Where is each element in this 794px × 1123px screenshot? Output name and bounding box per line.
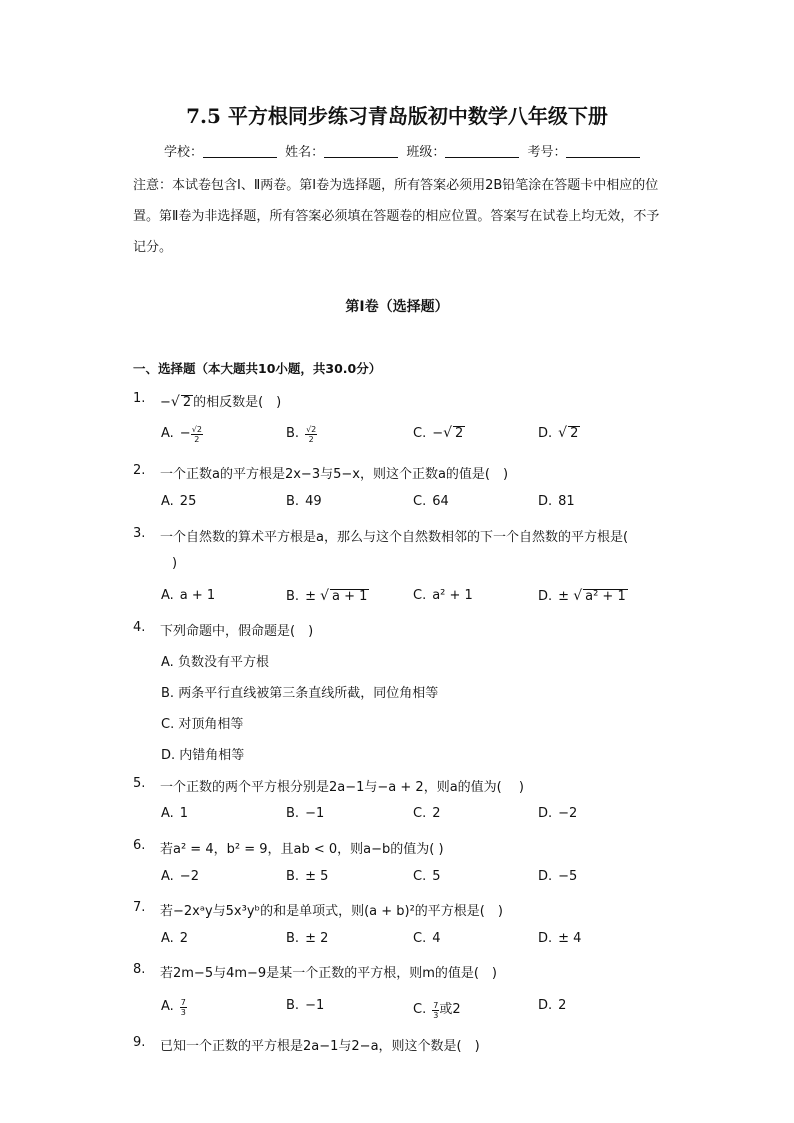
- option-c[interactable]: C. a² + 1: [413, 588, 473, 603]
- option-c[interactable]: C. 2: [413, 806, 441, 821]
- option-d[interactable]: D. ± 4: [538, 931, 582, 946]
- number-label: 考号：: [527, 145, 567, 160]
- option-d[interactable]: D. −2: [538, 806, 578, 821]
- page-title: 7.5 平方根同步练习青岛版初中数学八年级下册: [186, 104, 608, 128]
- question-stem: −√ 2 的相反数是( ): [160, 394, 282, 410]
- question-number: 6.: [133, 838, 146, 853]
- option-c[interactable]: C. −√ 2: [413, 425, 464, 441]
- section-title: 第Ⅰ卷（选择题）: [345, 299, 449, 315]
- question-3-continuation: ): [172, 556, 178, 571]
- option-b[interactable]: B. 49: [286, 494, 322, 509]
- option-a[interactable]: A. 负数没有平方根: [161, 655, 269, 670]
- option-b[interactable]: B. ± √ a + 1: [286, 588, 368, 604]
- question-number: 5.: [133, 776, 146, 791]
- question-stem: 若−2xᵃy与5x³yᵇ的和是单项式，则(a + b)²的平方根是( ): [160, 904, 503, 919]
- option-d[interactable]: D. 2: [538, 998, 567, 1013]
- question-number: 2.: [133, 463, 146, 478]
- name-blank[interactable]: [324, 144, 398, 158]
- option-b[interactable]: B. −1: [286, 806, 325, 821]
- option-a[interactable]: A. 25: [161, 494, 197, 509]
- option-b[interactable]: B. ± 2: [286, 931, 329, 946]
- question-stem: 一个正数的两个平方根分别是2a−1与−a + 2，则a的值为( ): [160, 780, 524, 795]
- notice-paragraph: 注意：本试卷包含Ⅰ、Ⅱ两卷。第Ⅰ卷为选择题，所有答案必须用2B铅笔涂在答题卡中相应的位置。第Ⅱ卷为非选择题，所有答案必须填在答题卷的相应位置。答案写在试卷上均无效，不予记分。: [133, 178, 660, 255]
- option-b[interactable]: B. ± 5: [286, 869, 329, 884]
- question-stem: 下列命题中，假命题是( ): [160, 624, 314, 639]
- question-stem: 一个正数a的平方根是2x−3与5−x，则这个正数a的值是( ): [160, 467, 509, 482]
- option-b[interactable]: B. −1: [286, 998, 325, 1013]
- question-number: 9.: [133, 1035, 146, 1050]
- option-c[interactable]: C. 4: [413, 931, 441, 946]
- number-blank[interactable]: [566, 144, 640, 158]
- option-a[interactable]: A. − $\frac{√2}{2}$: [161, 425, 202, 444]
- option-a[interactable]: A. a + 1: [161, 588, 216, 603]
- option-c[interactable]: C. $\frac{7}{3}$ 或2: [413, 1001, 461, 1020]
- question-number: 4.: [133, 620, 146, 635]
- option-b[interactable]: B. 两条平行直线被第三条直线所截，同位角相等: [161, 686, 439, 701]
- name-label: 姓名：: [285, 145, 325, 160]
- class-label: 班级：: [406, 145, 446, 160]
- question-stem: 若2m−5与4m−9是某一个正数的平方根，则m的值是( ): [160, 966, 498, 981]
- option-d[interactable]: D. −5: [538, 869, 578, 884]
- question-number: 3.: [133, 526, 146, 541]
- school-label: 学校：: [164, 145, 204, 160]
- option-d[interactable]: D. ± √ a² + 1: [538, 588, 626, 604]
- class-blank[interactable]: [445, 144, 519, 158]
- question-number: 7.: [133, 900, 146, 915]
- question-stem: 一个自然数的算术平方根是a，那么与这个自然数相邻的下一个自然数的平方根是(: [160, 530, 629, 545]
- option-b[interactable]: B. $\frac{√2}{2}$: [286, 425, 317, 444]
- option-c[interactable]: C. 5: [413, 869, 441, 884]
- option-d[interactable]: D. 内错角相等: [161, 748, 245, 763]
- option-a[interactable]: A. $\frac{7}{3}$: [161, 998, 186, 1017]
- option-c[interactable]: C. 对顶角相等: [161, 717, 244, 732]
- part-heading: 一、选择题（本大题共10小题，共30.0分）: [133, 361, 382, 376]
- option-a[interactable]: A. −2: [161, 869, 199, 884]
- question-stem: 若a² = 4，b² = 9，且ab < 0，则a−b的值为( ): [160, 842, 444, 857]
- student-info-row: [164, 141, 644, 160]
- option-a[interactable]: A. 1: [161, 806, 189, 821]
- option-a[interactable]: A. 2: [161, 931, 189, 946]
- option-d[interactable]: D. √ 2: [538, 425, 579, 441]
- option-c[interactable]: C. 64: [413, 494, 449, 509]
- question-stem: 已知一个正数的平方根是2a−1与2−a，则这个数是( ): [160, 1039, 480, 1054]
- option-d[interactable]: D. 81: [538, 494, 575, 509]
- school-blank[interactable]: [203, 144, 277, 158]
- question-number: 1.: [133, 391, 146, 406]
- question-number: 8.: [133, 962, 146, 977]
